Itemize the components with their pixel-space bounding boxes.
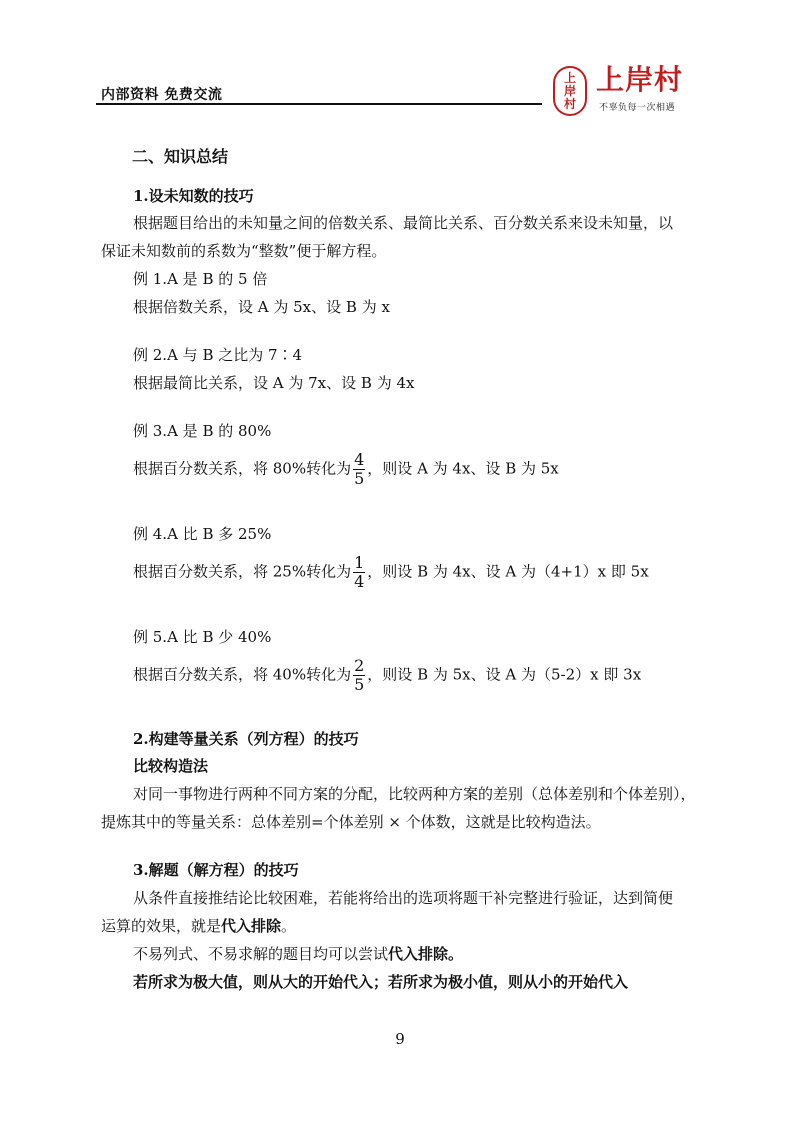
- fraction-numerator: 4: [354, 450, 365, 469]
- part1-intro-line1: 根据题目给出的未知量之间的倍数关系、最简比关系、百分数关系来设未知量，以: [133, 214, 674, 232]
- example-text-post: ，则设 A 为 4x、设 B 为 5x: [367, 459, 559, 478]
- part2-subheading: 比较构造法: [133, 757, 209, 775]
- fraction-numerator: 2: [354, 656, 365, 675]
- example-text-post: ，则设 B 为 4x、设 A 为（4+1）x 即 5x: [367, 562, 649, 581]
- brand-name: 上岸村: [596, 63, 684, 96]
- fraction-denominator: 5: [354, 469, 365, 488]
- brand-slogan: 不辜负每一次相遇: [599, 103, 676, 113]
- part3-line2-post: 。: [281, 917, 297, 935]
- fraction: [353, 554, 365, 591]
- part2-heading: 2.构建等量关系（列方程）的技巧: [133, 730, 359, 748]
- seal-char: 上: [563, 70, 576, 85]
- keyword-substitution: 代入排除。: [388, 945, 464, 963]
- fraction: [353, 451, 365, 488]
- example-text-pre: 根据百分数关系，将 40%转化为: [133, 665, 352, 684]
- example-text-pre: 根据百分数关系，将 25%转化为: [133, 562, 352, 581]
- part2-line1: 对同一事物进行两种不同方案的分配，比较两种方案的差别（总体差别和个体差别），: [133, 785, 696, 803]
- part3-line2-pre: 运算的效果，就是: [101, 917, 222, 935]
- part3-line1: 从条件直接推结论比较困难，若能将给出的选项将题干补完整进行验证，达到简便: [133, 889, 674, 907]
- section-title: 二、知识总结: [132, 147, 229, 166]
- example-label: 例 2.A 与 B 之比为 7∶4: [133, 346, 303, 364]
- part3-line2: [101, 916, 296, 936]
- header-rule: [96, 103, 542, 105]
- example-label: 例 4.A 比 B 多 25%: [133, 525, 272, 543]
- fraction: [353, 657, 365, 694]
- example-text-post: ，则设 B 为 5x、设 A 为（5-2）x 即 3x: [367, 665, 642, 684]
- keyword-substitution: 代入排除: [221, 917, 282, 935]
- part3-line3-pre: 不易列式、不易求解的题目均可以尝试: [133, 945, 389, 963]
- seal-char: 村: [563, 96, 576, 111]
- part1-heading: 1.设未知数的技巧: [133, 187, 254, 205]
- example-label: 例 1.A 是 B 的 5 倍: [133, 270, 268, 288]
- example-label: 例 3.A 是 B 的 80%: [133, 422, 272, 440]
- example-text: [133, 451, 559, 488]
- seal-char: 岸: [563, 83, 576, 98]
- part3-line4: 若所求为极大值，则从大的开始代入；若所求为极小值，则从小的开始代入: [133, 973, 629, 991]
- header-label: 内部资料 免费交流: [101, 87, 223, 103]
- part1-intro-line2: 保证未知数前的系数为“整数”便于解方程。: [101, 242, 387, 260]
- part2-line2: 提炼其中的等量关系：总体差别=个体差别 × 个体数，这就是比较构造法。: [101, 813, 601, 831]
- part3-heading: 3.解题（解方程）的技巧: [133, 861, 299, 879]
- example-text-pre: 根据百分数关系，将 80%转化为: [133, 459, 352, 478]
- example-text: [133, 554, 649, 591]
- example-text: [133, 657, 641, 694]
- brand-seal-logo: [553, 66, 587, 116]
- page-number: 9: [395, 1030, 405, 1048]
- fraction-denominator: 5: [354, 675, 365, 694]
- fraction-numerator: 1: [354, 553, 365, 572]
- fraction-denominator: 4: [354, 572, 365, 591]
- example-text: 根据倍数关系，设 A 为 5x、设 B 为 x: [133, 298, 390, 316]
- example-label: 例 5.A 比 B 少 40%: [133, 628, 272, 646]
- part3-line3: [133, 944, 463, 964]
- example-text: 根据最简比关系，设 A 为 7x、设 B 为 4x: [133, 374, 415, 392]
